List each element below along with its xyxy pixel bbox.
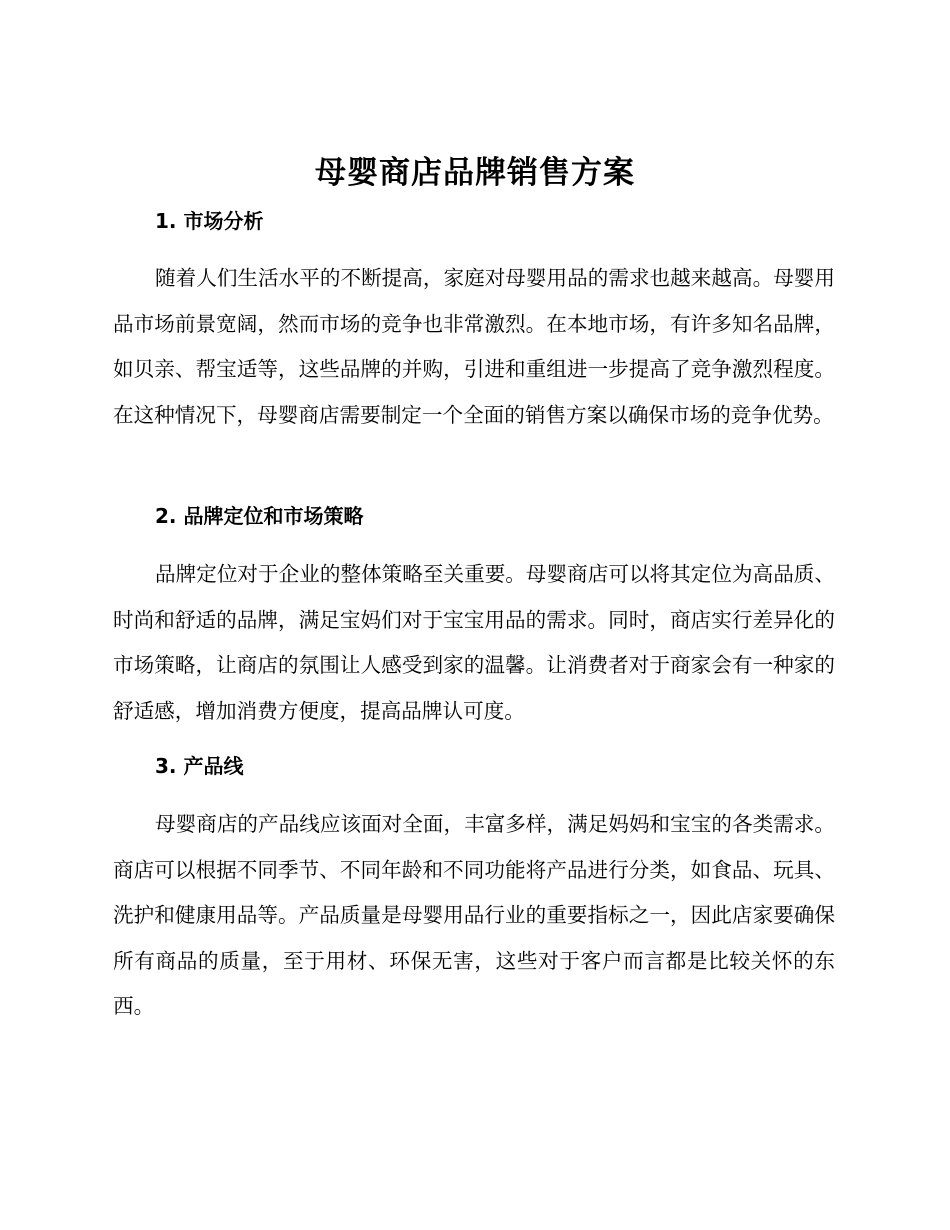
- section-heading: 2. 品牌定位和市场策略: [155, 504, 364, 528]
- document-title: 母婴商店品牌销售方案: [315, 155, 635, 191]
- section-paragraph: 随着人们生活水平的不断提高，家庭对母婴用品的需求也越来越高。母婴用品市场前景宽阔，然而市场的竞争也非常激烈。在本地市场，有许多知名品牌，如贝亲、帮宝适等，这些品牌的并购，引进和重组进一步提高了竞争激烈程度。在这种情况下，母婴商店需要制定一个全面的销售方案以确保市场的竞争优势。: [113, 266, 835, 427]
- section-paragraph: 母婴商店的产品线应该面对全面，丰富多样，满足妈妈和宝宝的各类需求。商店可以根据不同季节、不同年龄和不同功能将产品进行分类，如食品、玩具、洗护和健康用品等。产品质量是母婴用品行业的重要指标之一，因此店家要确保所有商品的质量，至于用材、环保无害，这些对于客户而言都是比较关怀的东西。: [113, 812, 835, 1018]
- section-heading: 1. 市场分析: [155, 209, 264, 233]
- section-paragraph: 品牌定位对于企业的整体策略至关重要。母婴商店可以将其定位为高品质、时尚和舒适的品牌，满足宝妈们对于宝宝用品的需求。同时，商店实行差异化的市场策略，让商店的氛围让人感受到家的温馨。让消费者对于商家会有一种家的舒适感，增加消费方便度，提高品牌认可度。: [113, 562, 835, 723]
- section-heading: 3. 产品线: [155, 754, 244, 778]
